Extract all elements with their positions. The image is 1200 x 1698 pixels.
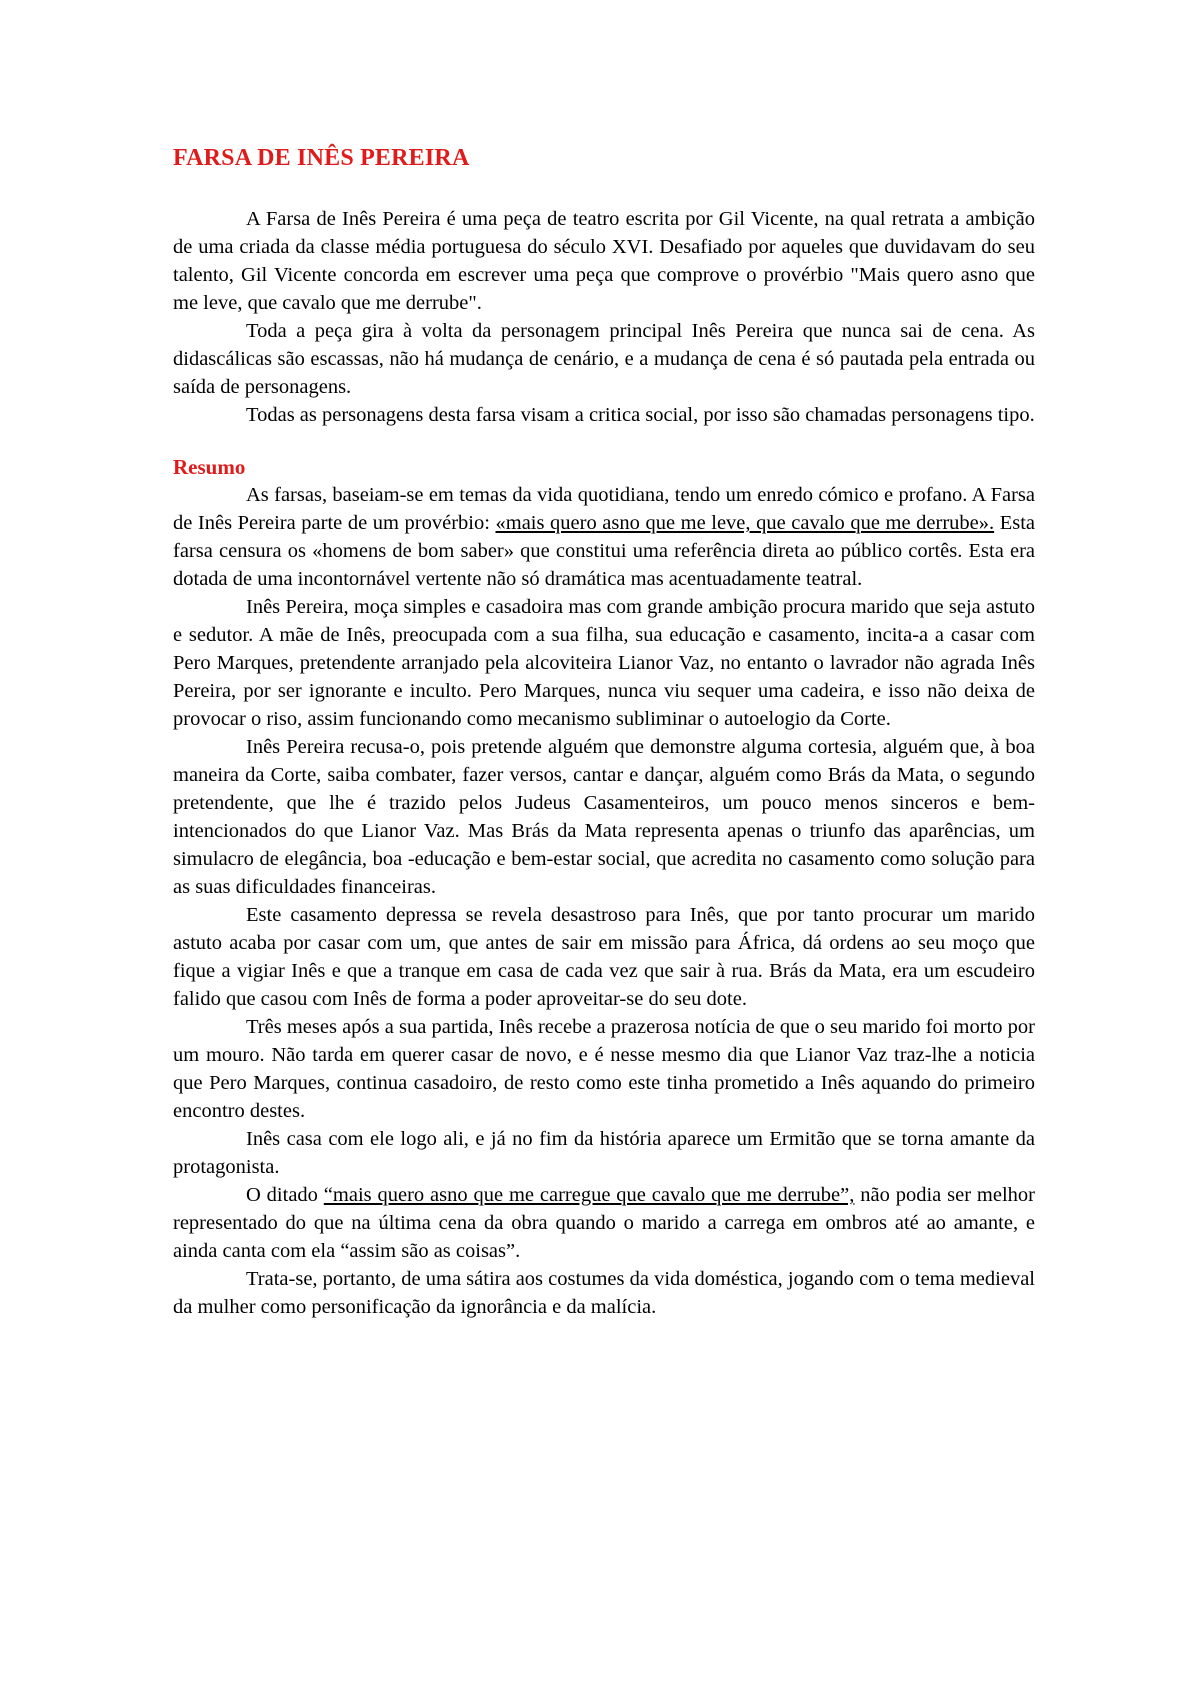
resumo-paragraph-3: Inês Pereira recusa-o, pois pretende alguém que demonstre alguma cortesia, alguém que, à boa maneira da Corte, saiba combater, fazer versos, cantar e dançar, alguém como Brás da Mata, o segundo pretendente, que lhe é trazido pelos Judeus Casamenteiros, um pouco menos sinceros e bem-intencionados do que Lianor Vaz. Mas Brás da Mata representa apenas o triunfo das aparências, um simulacro de elegância, boa -educação e bem-estar social, que acredita no casamento como solução para as suas dificuldades financeiras. <box>173 736 1035 898</box>
ditado-quote-underlined: “mais quero asno que me carregue que cavalo que me derrube”, <box>323 1184 855 1206</box>
document-title: FARSA DE INÊS PEREIRA <box>173 145 470 171</box>
document-page <box>173 143 1035 1321</box>
ditado-text-after: não podia ser melhor representado do que na última cena da obra quando o marido a carrega em ombros até ao amante, e ainda canta com ela “assim são as coisas”. <box>173 1184 1035 1262</box>
resumo-paragraph-1 <box>173 481 1035 593</box>
proverb-quote-underlined: «mais quero asno que me leve, que cavalo que me derrube». <box>495 512 995 534</box>
intro-paragraph-1: A Farsa de Inês Pereira é uma peça de teatro escrita por Gil Vicente, na qual retrata a ambição de uma criada da classe média portuguesa do século XVI. Desafiado por aqueles que duvidavam do seu talento, Gil Vicente concorda em escrever uma peça que comprove o provérbio "Mais quero asno que me leve, que cavalo que me derrube". <box>173 208 1035 314</box>
intro-paragraph-2: Toda a peça gira à volta da personagem principal Inês Pereira que nunca sai de cena. As didascálicas são escassas, não há mudança de cenário, e a mudança de cena é só pautada pela entrada ou saída de personagens. <box>173 320 1035 398</box>
resumo-paragraph-5: Três meses após a sua partida, Inês recebe a prazerosa notícia de que o seu marido foi morto por um mouro. Não tarda em querer casar de novo, e é nesse mesmo dia que Lianor Vaz traz-lhe a noticia que Pero Marques, continua casadoiro, de resto como este tinha prometido a Inês aquando do primeiro encontro destes. <box>173 1016 1035 1122</box>
resumo-p1-text-before: As farsas, baseiam-se em temas da vida quotidiana, tendo um enredo cómico e profano. A Farsa de Inês Pereira parte de um provérbio: <box>173 484 1035 534</box>
resumo-paragraph-4: Este casamento depressa se revela desastroso para Inês, que por tanto procurar um marido astuto acaba por casar com um, que antes de sair em missão para África, dá ordens ao seu moço que fique a vigiar Inês e que a tranque em casa de cada vez que sair à rua. Brás da Mata, era um escudeiro falido que casou com Inês de forma a poder aproveitar-se do seu dote. <box>173 904 1035 1010</box>
ditado-text-before: O ditado <box>246 1184 324 1206</box>
intro-paragraph-3: Todas as personagens desta farsa visam a critica social, por isso são chamadas personagens tipo. <box>246 404 1035 426</box>
section-heading-resumo: Resumo <box>173 455 246 479</box>
resumo-p1-text-after: Esta farsa censura os «homens de bom saber» que constitui uma referência direta ao público cortês. Esta era dotada de uma incontornável vertente não só dramática mas acentuadamente teatral. <box>173 512 1035 590</box>
ditado-paragraph <box>173 1181 1035 1265</box>
resumo-paragraph-2: Inês Pereira, moça simples e casadoira mas com grande ambição procura marido que seja astuto e sedutor. A mãe de Inês, preocupada com a sua filha, sua educação e casamento, incita-a a casar com Pero Marques, pretendente arranjado pela alcoviteira Lianor Vaz, no entanto o lavrador não agrada Inês Pereira, por ser ignorante e inculto. Pero Marques, nunca viu sequer uma cadeira, e isso não deixa de provocar o riso, assim funcionando como mecanismo subliminar o autoelogio da Corte. <box>173 596 1035 730</box>
closing-paragraph: Trata-se, portanto, de uma sátira aos costumes da vida doméstica, jogando com o tema medieval da mulher como personificação da ignorância e da malícia. <box>173 1268 1035 1318</box>
resumo-paragraph-6: Inês casa com ele logo ali, e já no fim da história aparece um Ermitão que se torna amante da protagonista. <box>173 1128 1035 1178</box>
